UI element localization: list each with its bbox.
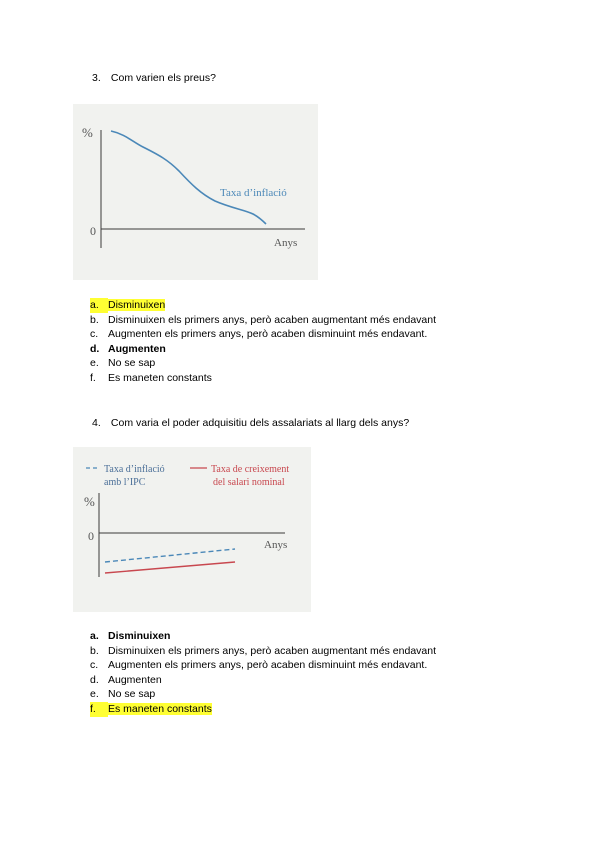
option-f[interactable]: [90, 702, 436, 717]
option-text: Disminuixen els primers anys, però acaben augmentant més endavant: [108, 644, 437, 657]
option-text: No se sap: [108, 688, 156, 701]
zero-label: 0: [90, 224, 96, 238]
legend-blue-label-1: Taxa d’inflació: [104, 464, 165, 475]
option-c[interactable]: [90, 658, 436, 673]
option-letter: c.: [90, 659, 99, 672]
question-number: 4.: [92, 417, 101, 429]
option-text: No se sap: [108, 357, 156, 370]
option-c[interactable]: [90, 327, 436, 342]
question-3: [92, 72, 216, 84]
option-text: Augmenten: [108, 342, 166, 355]
purchasing-power-chart: [73, 447, 311, 612]
option-letter: b.: [90, 313, 99, 326]
option-letter: f.: [90, 702, 108, 717]
option-text: Augmenten els primers anys, però acaben disminuint més endavant.: [108, 659, 428, 672]
option-letter: c.: [90, 328, 99, 341]
options-q4: [90, 629, 436, 717]
zero-label: 0: [88, 529, 94, 543]
option-letter: d.: [90, 342, 100, 355]
question-number: 3.: [92, 72, 101, 84]
options-q3: [90, 298, 436, 386]
question-text: Com varien els preus?: [110, 72, 216, 84]
option-letter: e.: [90, 357, 99, 370]
option-text: Disminuixen els primers anys, però acaben augmentant més endavant: [108, 313, 437, 326]
option-text: Es maneten constants: [108, 371, 212, 384]
inflation-chart: [73, 104, 318, 280]
option-text: Disminuixen: [108, 299, 166, 311]
option-d[interactable]: [90, 342, 436, 357]
purchasing-power-figure: [73, 447, 311, 612]
question-4: [92, 417, 409, 429]
option-letter: d.: [90, 673, 99, 686]
legend-red-label-1: Taxa de creixement: [211, 464, 290, 475]
option-letter: a.: [90, 630, 99, 642]
option-b[interactable]: [90, 313, 436, 328]
legend-blue-label-2: amb l’IPC: [104, 477, 146, 488]
option-letter: b.: [90, 644, 99, 657]
inflation-figure: [73, 104, 318, 280]
y-axis-label: %: [84, 494, 95, 509]
option-a[interactable]: [90, 298, 436, 313]
option-d[interactable]: [90, 673, 436, 688]
option-text: Augmenten: [108, 673, 162, 686]
option-e[interactable]: [90, 356, 436, 371]
option-letter: f.: [90, 371, 96, 384]
option-text: Disminuixen: [108, 630, 171, 642]
option-f[interactable]: [90, 371, 436, 386]
option-letter: e.: [90, 688, 99, 701]
question-text: Com varia el poder adquisitiu dels assalariats al llarg dels anys?: [110, 417, 410, 429]
option-e[interactable]: [90, 687, 436, 702]
option-text: Augmenten els primers anys, però acaben disminuint més endavant.: [108, 328, 428, 341]
x-axis-label: Anys: [264, 539, 288, 551]
legend-red-label-2: del salari nominal: [213, 477, 285, 488]
option-b[interactable]: [90, 644, 436, 659]
curve-label: Taxa d’inflació: [220, 187, 287, 199]
y-axis-label: %: [82, 125, 93, 140]
x-axis-label: Anys: [274, 237, 298, 249]
option-letter: a.: [90, 298, 108, 313]
option-text: Es maneten constants: [108, 702, 212, 715]
option-a[interactable]: [90, 629, 436, 644]
